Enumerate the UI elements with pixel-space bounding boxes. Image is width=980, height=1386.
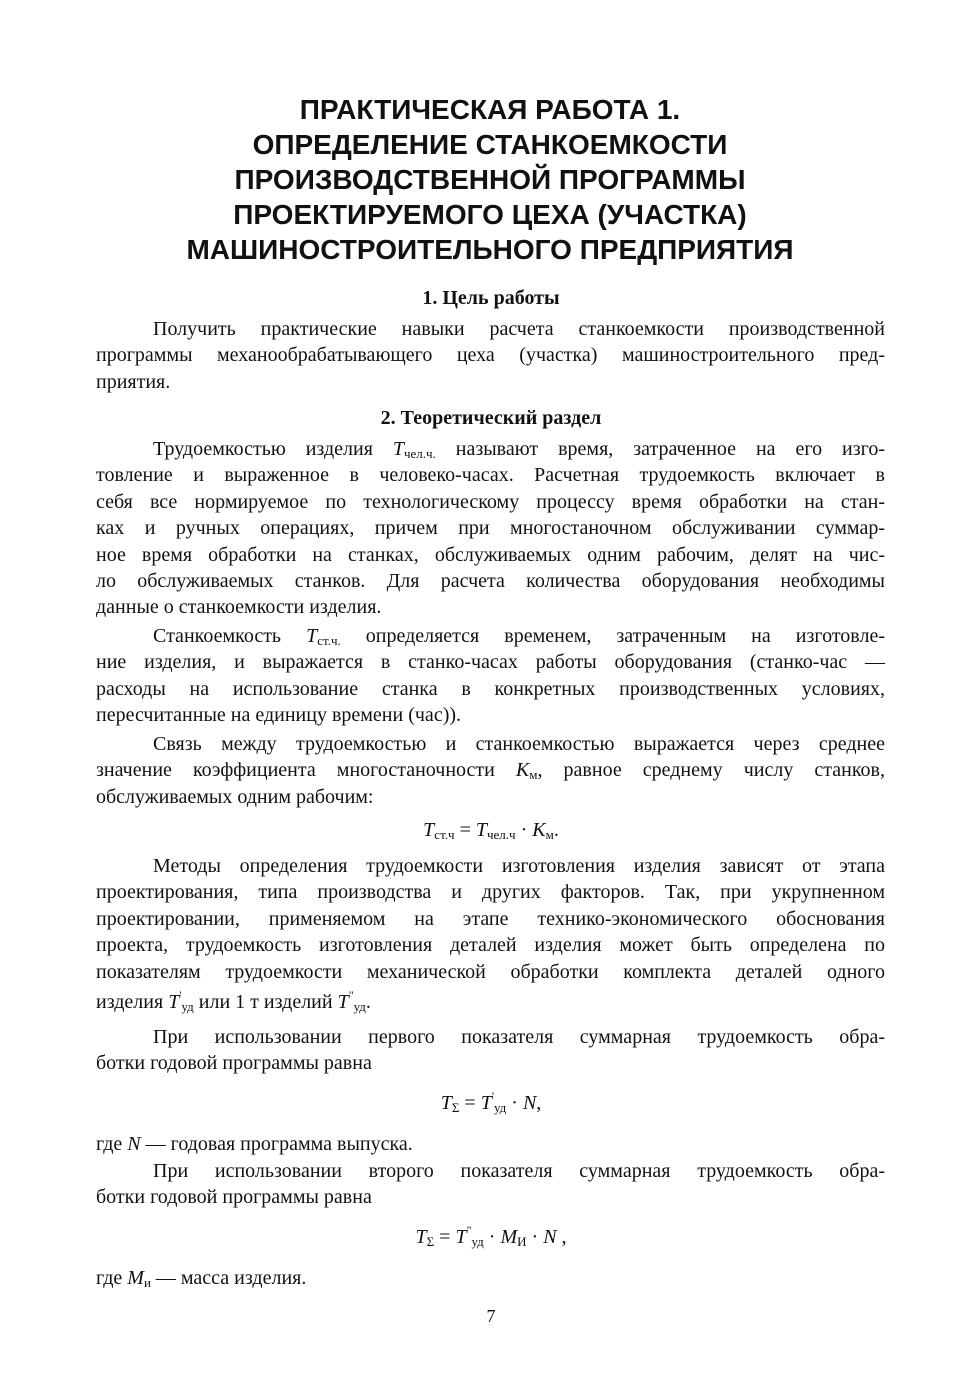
paragraph-goal (96, 316, 885, 395)
text-line: себя все нормируемое по технологическому процессу время обработки на стан- (96, 490, 885, 513)
text-line: проектирования, типа производства и других факторов. Так, при укрупненном (96, 881, 885, 904)
text-line: ние изделия, и выражается в станко-часах работы оборудования (станко-час — (96, 651, 885, 674)
paragraph-relation (96, 731, 885, 810)
text-line: ботки годовой программы равна (96, 1186, 372, 1209)
text-line: приятия. (96, 370, 171, 393)
text-line: показателям трудоемкости механической обработки комплекта деталей одного (96, 960, 885, 983)
text-line: изделия $T'_{уд}$ или 1 т изделий $T^"_{уд}$. (96, 987, 371, 1014)
section-heading-theory: 2. Теоретический раздел (380, 407, 602, 429)
text-line: проектировании, применяемом на этапе технико-экономического обоснования (96, 907, 885, 930)
text-line: ботки годовой программы равна (96, 1052, 372, 1075)
paragraph-machine-intensity (96, 623, 885, 729)
text-line: данные о станкоемкости изделия. (96, 596, 382, 619)
title-line: ПРАКТИЧЕСКАЯ РАБОТА 1. (299, 94, 681, 125)
text-line: программы механообрабатывающего цеха (участка) машиностроительного пред- (96, 344, 885, 367)
text-line: товление и выраженное в человеко-часах. Расчетная трудоемкость включает в (96, 464, 885, 487)
text-line: где $M_и$ — масса изделия. (96, 1267, 307, 1290)
text-line: Связь между трудоемкостью и станкоемкостью выражается через среднее (153, 733, 885, 755)
title-line: МАШИНОСТРОИТЕЛЬНОГО ПРЕДПРИЯТИЯ (186, 234, 794, 265)
title-line: ПРОЕКТИРУЕМОГО ЦЕХА (УЧАСТКА) (233, 199, 747, 230)
text-line: значение коэффициента многостаночности $K_м$, равное среднему числу станков, (96, 759, 885, 783)
page-number: 7 (486, 1306, 496, 1326)
text-line: обслуживаемых одним рабочим: (96, 785, 374, 808)
text-line: где N — годовая программа выпуска. (96, 1133, 413, 1155)
text-line: Получить практические навыки расчета станкоемкости производственной (153, 318, 885, 340)
formula-total-second: $T_\Sigma = T^"_{уд} \cdot M_И \cdot N$ , (415, 1223, 567, 1249)
paragraph-second-indicator (96, 1158, 885, 1211)
text-line: При использовании первого показателя суммарная трудоемкость обра- (153, 1026, 885, 1048)
text-line: расходы на использование станка в конкретных производственных условиях, (96, 677, 885, 700)
paragraph-labor-intensity (96, 436, 885, 621)
paragraph-first-indicator (96, 1024, 885, 1077)
section-heading-goal: 1. Цель работы (422, 287, 560, 309)
text-line: проекта, трудоемкость изготовления деталей изделия может быть определена по (96, 934, 885, 957)
text-line: ло обслуживаемых станков. Для расчета количества оборудования необходимы (96, 569, 885, 592)
page-title (100, 92, 880, 267)
text-line: Методы определения трудоемкости изготовления изделия зависят от этапа (153, 855, 885, 877)
text-line: Станкоемкость $T_{ст.ч.}$ определяется временем, затраченным на изготовле- (153, 625, 885, 648)
title-line: ПРОИЗВОДСТВЕННОЙ ПРОГРАММЫ (234, 164, 746, 195)
formula-machine-intensity: $T_{ст.ч} = T_{чел.ч} \cdot K_м$. (423, 819, 559, 842)
formula-total-first: $T_\Sigma = T'_{уд} \cdot N$, (440, 1089, 542, 1115)
paragraph-methods (96, 853, 885, 1017)
title-line: ОПРЕДЕЛЕНИЕ СТАНКОЕМКОСТИ (252, 129, 728, 160)
text-line: пересчитанные на единицу времени (час)). (96, 704, 462, 727)
paragraph-where-m (96, 1265, 885, 1291)
text-line: При использовании второго показателя суммарная трудоемкость обра- (153, 1160, 885, 1182)
text-line: ное время обработки на станках, обслуживаемых одним рабочим, делят на чис- (96, 543, 885, 566)
text-line: ках и ручных операциях, причем при многостаночном обслуживании суммар- (96, 517, 885, 540)
text-line: Трудоемкостью изделия $T_{чел.ч.}$ называют время, затраченное на его изго- (153, 438, 885, 461)
paragraph-where-n (96, 1131, 885, 1157)
